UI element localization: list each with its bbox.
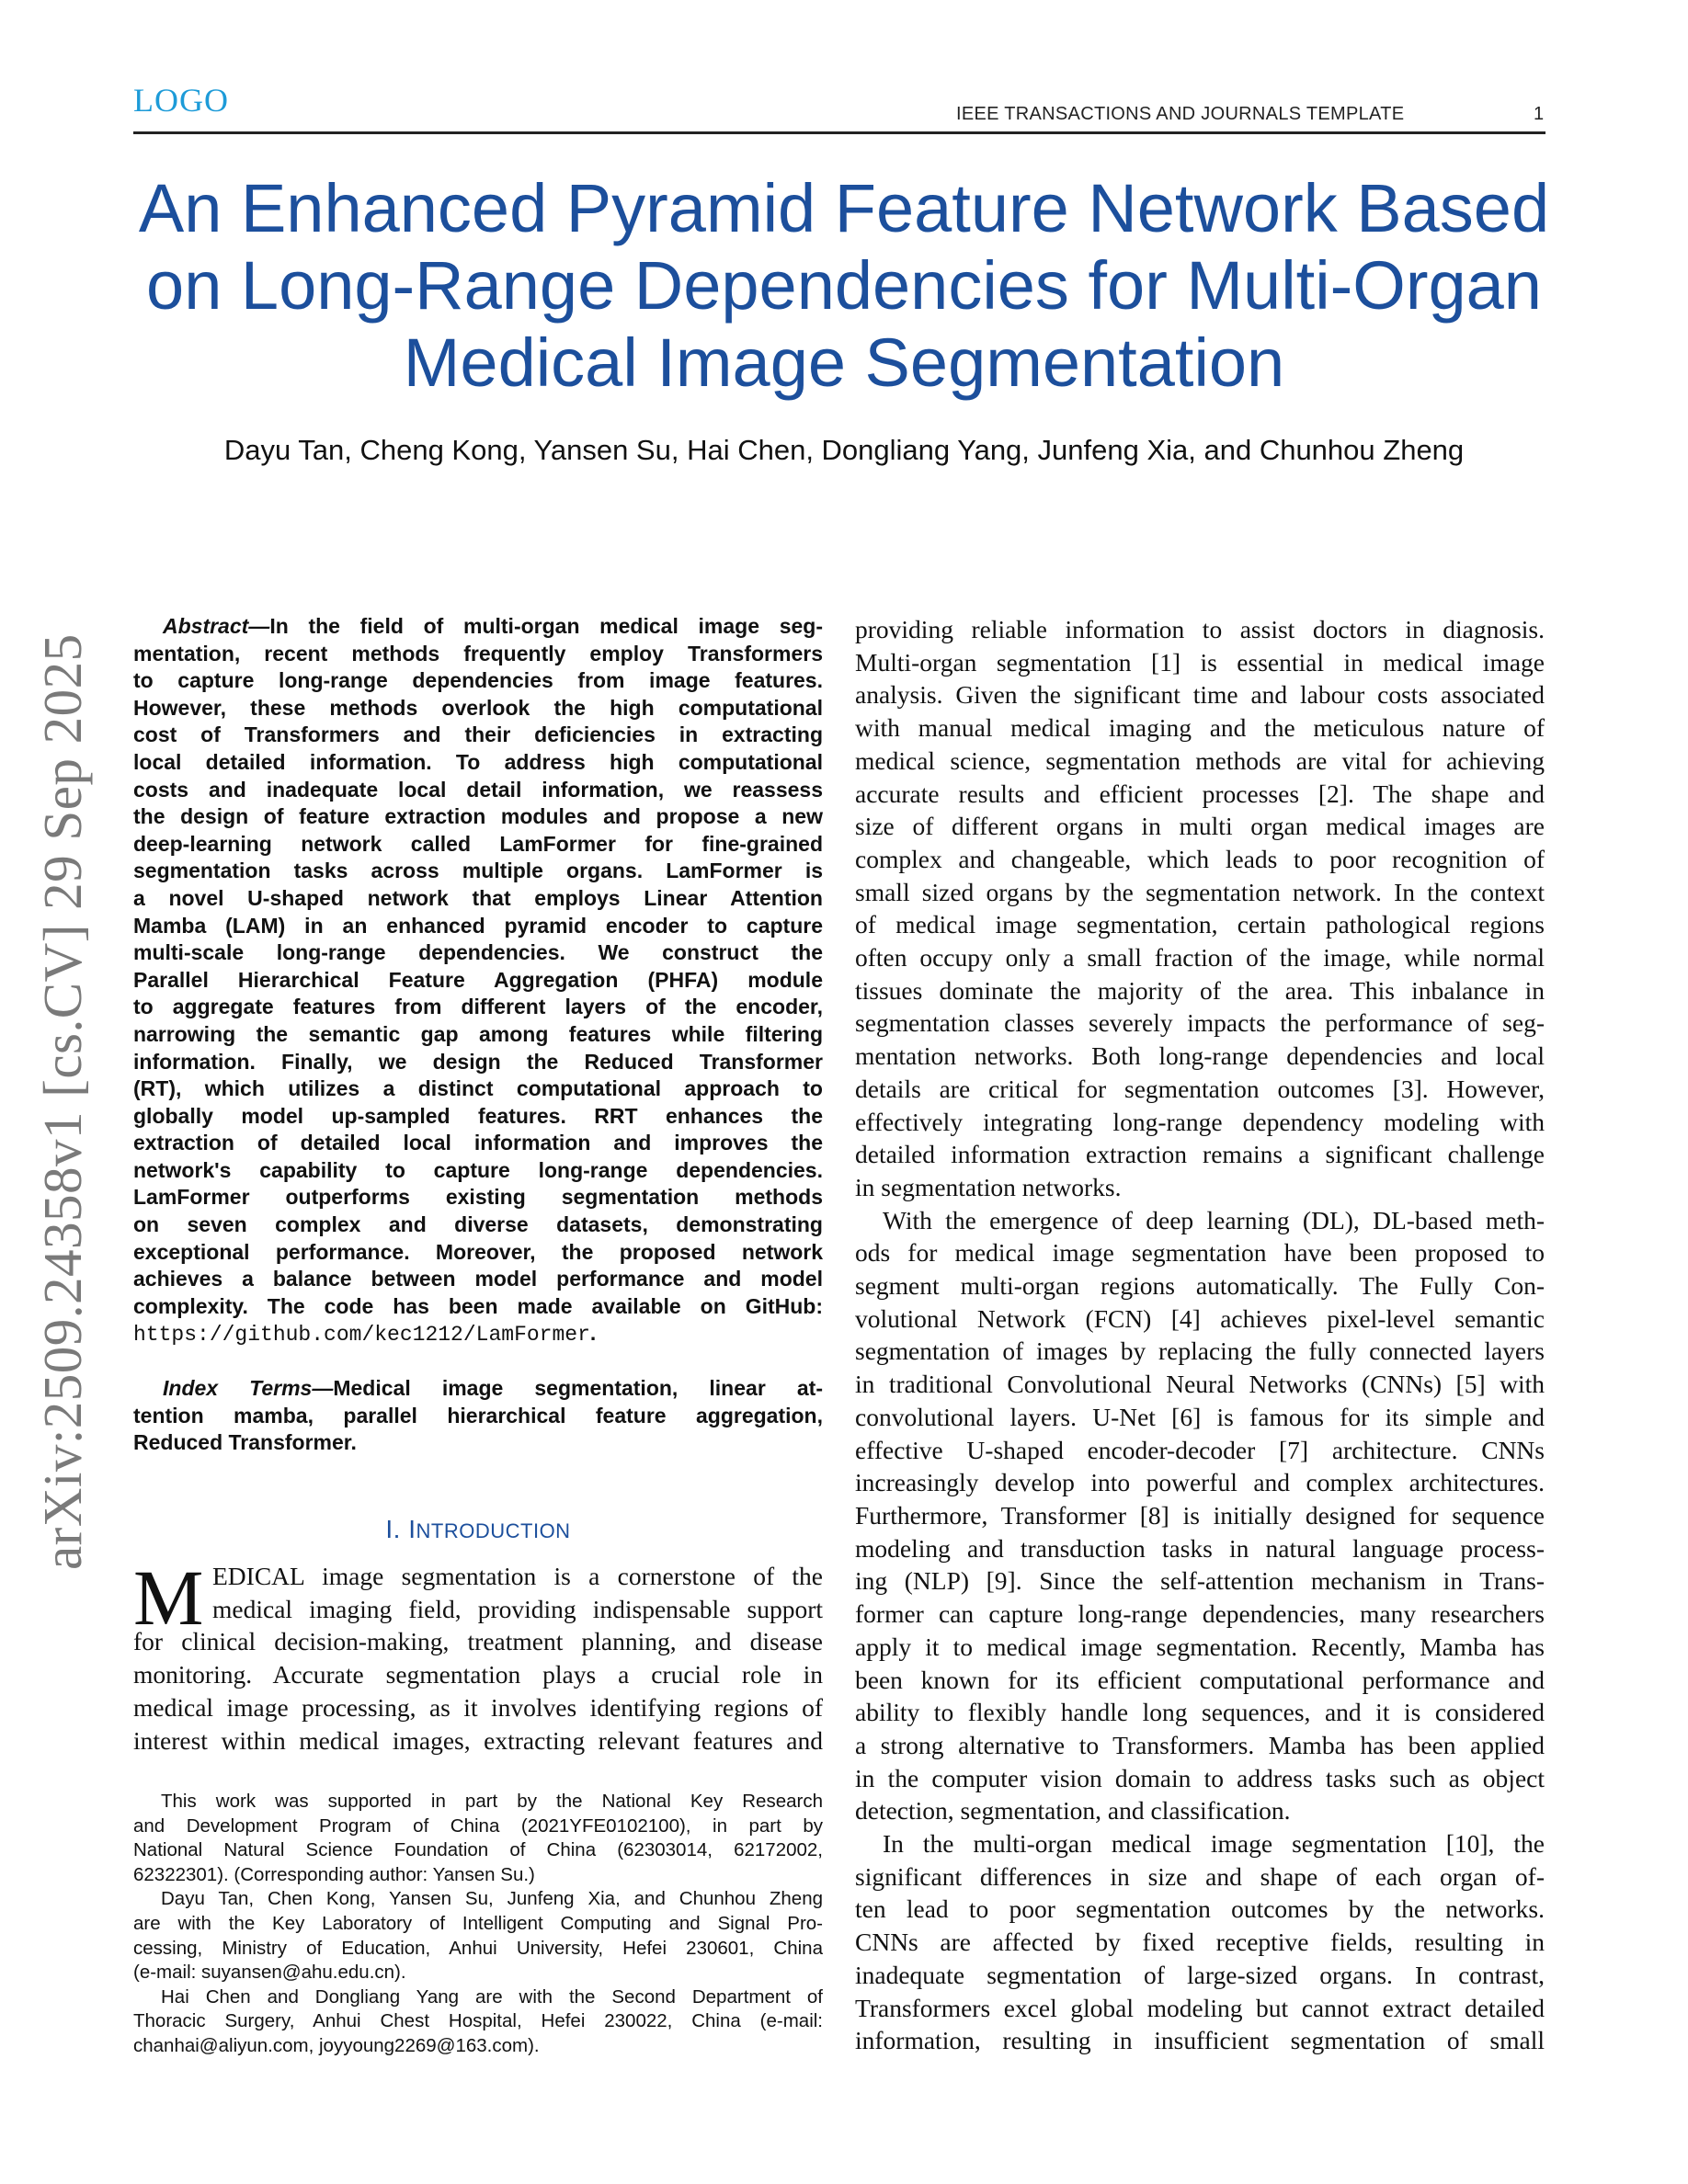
body-line: size of different organs in multi organ medical images are xyxy=(855,812,1545,841)
footnote-line: Thoracic Surgery, Anhui Chest Hospital, Hefei 230022, China (e-mail: xyxy=(133,2010,823,2032)
abstract-line: mentation, recent methods frequently employ Transformers xyxy=(133,641,823,665)
body-line: Multi-organ segmentation [1] is essential in medical image xyxy=(855,647,1545,677)
abstract-line: exceptional performance. Moreover, the proposed network xyxy=(133,1239,823,1264)
body-line: segment multi-organ regions automatically. The Fully Con- xyxy=(855,1271,1545,1301)
right-column-text xyxy=(855,613,1545,2057)
index-terms-line: Reduced Transformer. xyxy=(133,1430,357,1455)
title-line: Medical Image Segmentation xyxy=(403,324,1285,401)
body-line: Transformers excel global modeling but cannot extract detailed xyxy=(855,1993,1545,2022)
footnote xyxy=(133,1790,823,2059)
footnote-line: chanhai@aliyun.com, joyyoung2269@163.com). xyxy=(133,2034,540,2056)
body-line: medical science, segmentation methods are vital for achieving xyxy=(855,745,1545,775)
body-line: analysis. Given the significant time and labour costs associated xyxy=(855,680,1545,710)
abstract-line: costs and inadequate local detail information, we reassess xyxy=(133,777,823,802)
body-line: complex and changeable, which leads to poor recognition of xyxy=(855,844,1545,873)
section-rest: NTRODUCTION xyxy=(416,1519,571,1542)
body-line: often occupy only a small fraction of the image, while normal xyxy=(855,943,1545,973)
body-line: information, resulting in insufficient segmentation of small xyxy=(855,2026,1545,2055)
body-line: ability to flexibly handle long sequences, and it is considered xyxy=(855,1698,1545,1727)
abstract-line: complexity. The code has been made available on GitHub: xyxy=(133,1293,823,1318)
body-line: a strong alternative to Transformers. Mamba has been applied xyxy=(855,1730,1545,1759)
index-terms-line: tention mamba, parallel hierarchical feature aggregation, xyxy=(133,1403,823,1428)
body-line: with manual medical imaging and the meticulous nature of xyxy=(855,713,1545,743)
abstract-text: In the field of multi-organ medical image seg- xyxy=(269,614,823,638)
body-line: In the multi-organ medical image segmentation [10], the xyxy=(883,1829,1545,1859)
body-line: accurate results and efficient processes [2]. The shape and xyxy=(855,779,1545,808)
footnote-line: National Natural Science Foundation of China (62303014, 62172002, xyxy=(133,1839,823,1861)
index-terms-label: Index Terms— xyxy=(163,1376,334,1400)
section-first-letter: I xyxy=(408,1515,416,1543)
footnote-line: This work was supported in part by the National Key Research xyxy=(161,1791,823,1812)
abstract-line: to aggregate features from different layers of the encoder, xyxy=(133,995,823,1019)
abstract-line: multi-scale long-range dependencies. We construct the xyxy=(133,940,823,965)
abstract xyxy=(133,613,823,1349)
paper-title xyxy=(120,170,1568,402)
body-line: inadequate segmentation of large-sized organs. In contrast, xyxy=(855,1960,1545,1989)
body-line: segmentation of images by replacing the fully connected layers xyxy=(855,1337,1545,1366)
body-line: providing reliable information to assist doctors in diagnosis. xyxy=(855,615,1545,643)
drop-cap: M xyxy=(133,1553,204,1642)
running-head: IEEE TRANSACTIONS AND JOURNALS TEMPLATE xyxy=(956,104,1405,124)
body-line: mentation networks. Both long-range dependencies and local xyxy=(855,1041,1545,1071)
body-line: in segmentation networks. xyxy=(855,1172,1122,1201)
intro-line: for clinical decision-making, treatment planning, and disease xyxy=(133,1627,823,1656)
abstract-line: deep-learning network called LamFormer for fine-grained xyxy=(133,831,823,856)
intro-line: interest within medical images, extracting relevant features and xyxy=(133,1725,823,1755)
abstract-line: local detailed information. To address high computational xyxy=(133,749,823,774)
page-number: 1 xyxy=(1534,104,1545,124)
body-line: of medical image segmentation, certain pathological regions xyxy=(855,910,1545,939)
footnote-line: are with the Key Laboratory of Intelligent Computing and Signal Pro- xyxy=(133,1912,823,1934)
abstract-line: segmentation tasks across multiple organs. LamFormer is xyxy=(133,859,823,883)
abstract-line: Mamba (LAM) in an enhanced pyramid encoder to capture xyxy=(133,913,823,938)
abstract-line: to capture long-range dependencies from image features. xyxy=(133,668,823,693)
body-line: volutional Network (FCN) [4] achieves pixel-level semantic xyxy=(855,1303,1545,1333)
body-line: details are critical for segmentation outcomes [3]. However, xyxy=(855,1074,1545,1103)
body-line: increasingly develop into powerful and complex architectures. xyxy=(855,1468,1545,1497)
footnote-line: Hai Chen and Dongliang Yang are with the Second Department of xyxy=(161,1985,823,2008)
abstract-line: the design of feature extraction modules and propose a new xyxy=(133,804,823,829)
abstract-link-suffix: . xyxy=(589,1321,597,1346)
body-line: Furthermore, Transformer [8] is initially designed for sequence xyxy=(855,1500,1545,1530)
abstract-line: narrowing the semantic gap among features while filtering xyxy=(133,1021,823,1046)
body-line: been known for its efficient computational performance and xyxy=(855,1665,1545,1694)
abstract-link-line xyxy=(133,1320,823,1349)
section-numeral: I. xyxy=(385,1515,409,1543)
logo: LOGO xyxy=(133,82,229,119)
body-line: significant differences in size and shape of each organ of- xyxy=(855,1861,1545,1891)
abstract-line: However, these methods overlook the high computational xyxy=(133,695,823,720)
intro-line: medical image processing, as it involves identifying regions of xyxy=(133,1692,823,1722)
title-line: An Enhanced Pyramid Feature Network Based xyxy=(138,170,1550,246)
section-heading xyxy=(133,1515,823,1544)
body-line: With the emergence of deep learning (DL), DL-based meth- xyxy=(883,1205,1545,1234)
index-terms-first-line xyxy=(133,1375,823,1403)
abstract-first-line xyxy=(133,613,823,641)
abstract-line: information. Finally, we design the Reduced Transformer xyxy=(133,1049,823,1074)
body-line: ods for medical image segmentation have been proposed to xyxy=(855,1238,1545,1268)
body-line: in the computer vision domain to address tasks such as object xyxy=(855,1763,1545,1792)
body-line: apply it to medical image segmentation. Recently, Mamba has xyxy=(855,1632,1545,1661)
abstract-line: achieves a balance between model performance and model xyxy=(133,1267,823,1291)
abstract-line: network's capability to capture long-range dependencies. xyxy=(133,1157,823,1182)
body-line: modeling and transduction tasks in natural language process- xyxy=(855,1533,1545,1563)
footnote-line: and Development Program of China (2021YFE0102100), in part by xyxy=(133,1814,823,1837)
footnote-line: Dayu Tan, Chen Kong, Yansen Su, Junfeng Xia, and Chunhou Zheng xyxy=(161,1888,823,1910)
body-line: ten lead to poor segmentation outcomes by the networks. xyxy=(855,1894,1545,1924)
index-terms xyxy=(133,1375,823,1457)
footnote-line: (e-mail: suyansen@ahu.edu.cn). xyxy=(133,1962,406,1984)
body-line: in traditional Convolutional Neural Networks (CNNs) [5] with xyxy=(855,1370,1545,1399)
intro-line: EDICAL image segmentation is a cornerstone of the xyxy=(212,1562,823,1590)
body-line: CNNs are affected by fixed receptive fields, resulting in xyxy=(855,1928,1545,1957)
body-line: detailed information extraction remains a significant challenge xyxy=(855,1140,1545,1169)
abstract-line: globally model up-sampled features. RRT enhances the xyxy=(133,1103,823,1128)
abstract-label: Abstract— xyxy=(163,614,270,638)
body-line: convolutional layers. U-Net [6] is famous for its simple and xyxy=(855,1402,1545,1431)
arxiv-identifier: arXiv:2509.24358v1 [cs.CV] 29 Sep 2025 xyxy=(32,633,93,1570)
title-line: on Long-Range Dependencies for Multi-Organ xyxy=(146,247,1542,324)
abstract-line: a novel U-shaped network that employs Linear Attention xyxy=(133,885,823,910)
footnote-line: 62322301). (Corresponding author: Yansen Su.) xyxy=(133,1863,535,1885)
abstract-line: (RT), which utilizes a distinct computational approach to xyxy=(133,1076,823,1101)
author-list: Dayu Tan, Cheng Kong, Yansen Su, Hai Chen, Dongliang Yang, Junfeng Xia, and Chunhou Zheng xyxy=(223,434,1465,466)
index-terms-text: Medical image segmentation, linear at- xyxy=(333,1376,823,1400)
github-link[interactable]: https://github.com/kec1212/LamFormer xyxy=(133,1323,590,1348)
footnote-line: cessing, Ministry of Education, Anhui University, Hefei 230601, China xyxy=(133,1937,823,1959)
abstract-line: extraction of detailed local information and improves the xyxy=(133,1131,823,1155)
body-line: small sized organs by the segmentation network. In the context xyxy=(855,877,1545,906)
body-line: ing (NLP) [9]. Since the self-attention mechanism in Trans- xyxy=(855,1566,1545,1596)
abstract-line: Parallel Hierarchical Feature Aggregation (PHFA) module xyxy=(133,967,823,992)
body-line: effective U-shaped encoder-decoder [7] architecture. CNNs xyxy=(855,1435,1545,1464)
body-line: segmentation classes severely impacts the performance of seg- xyxy=(855,1008,1545,1038)
abstract-line: cost of Transformers and their deficiencies in extracting xyxy=(133,722,823,747)
body-line: former can capture long-range dependencies, many researchers xyxy=(855,1599,1545,1629)
intro-paragraph xyxy=(133,1553,823,1757)
body-line: tissues dominate the majority of the area. This inbalance in xyxy=(855,975,1545,1005)
intro-line: medical imaging field, providing indispensable support xyxy=(212,1594,823,1623)
body-line: detection, segmentation, and classification. xyxy=(855,1796,1291,1826)
abstract-line: LamFormer outperforms existing segmentation methods xyxy=(133,1185,823,1210)
body-line: effectively integrating long-range dependency modeling with xyxy=(855,1107,1545,1136)
intro-line: monitoring. Accurate segmentation plays a crucial role in xyxy=(133,1660,823,1689)
header-rule xyxy=(133,131,1545,134)
abstract-line: on seven complex and diverse datasets, demonstrating xyxy=(133,1212,823,1237)
